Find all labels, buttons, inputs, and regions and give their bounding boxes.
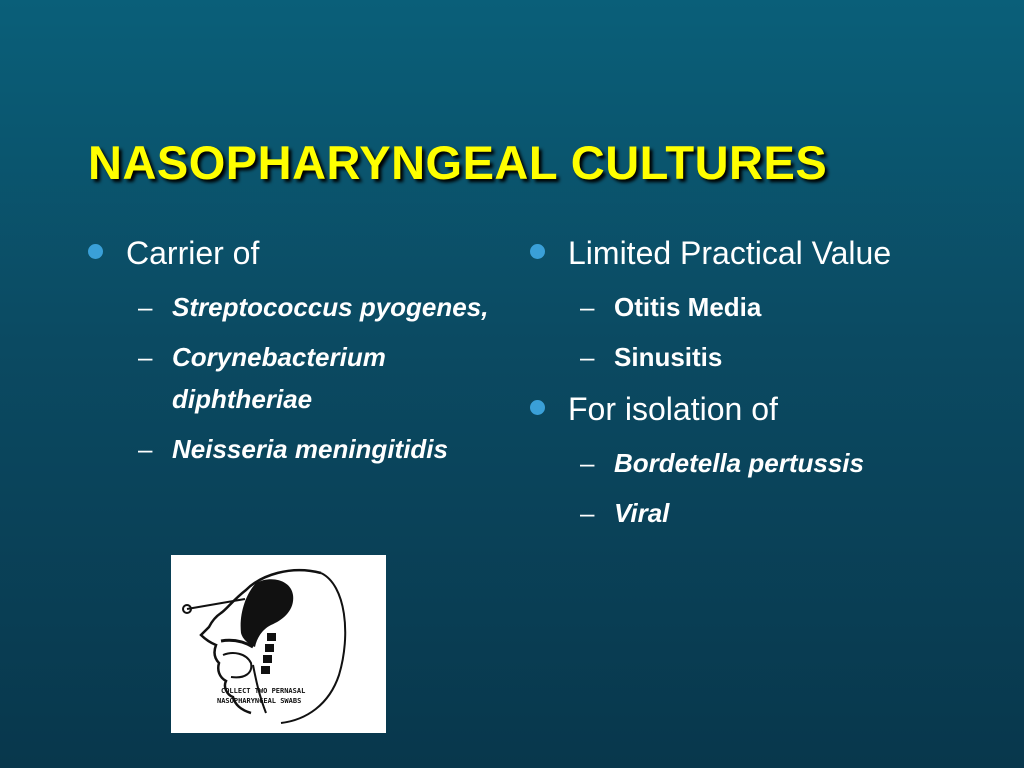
slide-title: NASOPHARYNGEAL CULTURES xyxy=(88,136,828,190)
sub-item-text: Bordetella pertussis xyxy=(614,448,864,478)
sub-item xyxy=(138,428,508,470)
caption-line-2: NASOPHARYNGEAL SWABS xyxy=(217,697,302,705)
dash-icon: – xyxy=(580,292,595,322)
left-column xyxy=(88,230,508,478)
bullet-text: Limited Practical Value xyxy=(568,235,892,271)
bullet-dot-icon xyxy=(530,244,545,259)
bullet-text: For isolation of xyxy=(568,391,778,427)
right-column xyxy=(530,230,950,542)
sub-item-text: Corynebacterium diphtheriae xyxy=(172,342,386,414)
sub-item-text: Viral xyxy=(614,498,670,528)
sub-item xyxy=(580,442,950,484)
sub-item-text: Otitis Media xyxy=(614,292,762,322)
bullet-text: Carrier of xyxy=(126,235,260,271)
dash-icon: – xyxy=(580,498,595,528)
bullet-dot-icon xyxy=(530,400,545,415)
caption-line-1: COLLECT TWO PERNASAL xyxy=(221,687,306,695)
bullet-dot-icon xyxy=(88,244,103,259)
dash-icon: – xyxy=(580,342,595,372)
dash-icon: – xyxy=(138,434,153,464)
sub-item-text: Streptococcus pyogenes, xyxy=(172,292,489,322)
bullet-isolation xyxy=(530,386,950,432)
dash-icon: – xyxy=(138,342,153,372)
sub-item xyxy=(138,336,508,420)
sub-item xyxy=(580,336,950,378)
sub-item-text: Sinusitis xyxy=(614,342,723,372)
bullet-carrier xyxy=(88,230,508,276)
swab-illustration xyxy=(171,555,386,733)
dash-icon: – xyxy=(580,448,595,478)
dash-icon: – xyxy=(138,292,153,322)
bullet-limited-value xyxy=(530,230,950,276)
head-sagittal-diagram xyxy=(171,555,386,733)
sub-item xyxy=(580,286,950,328)
sub-item xyxy=(580,492,950,534)
sub-item xyxy=(138,286,508,328)
sub-item-text: Neisseria meningitidis xyxy=(172,434,448,464)
